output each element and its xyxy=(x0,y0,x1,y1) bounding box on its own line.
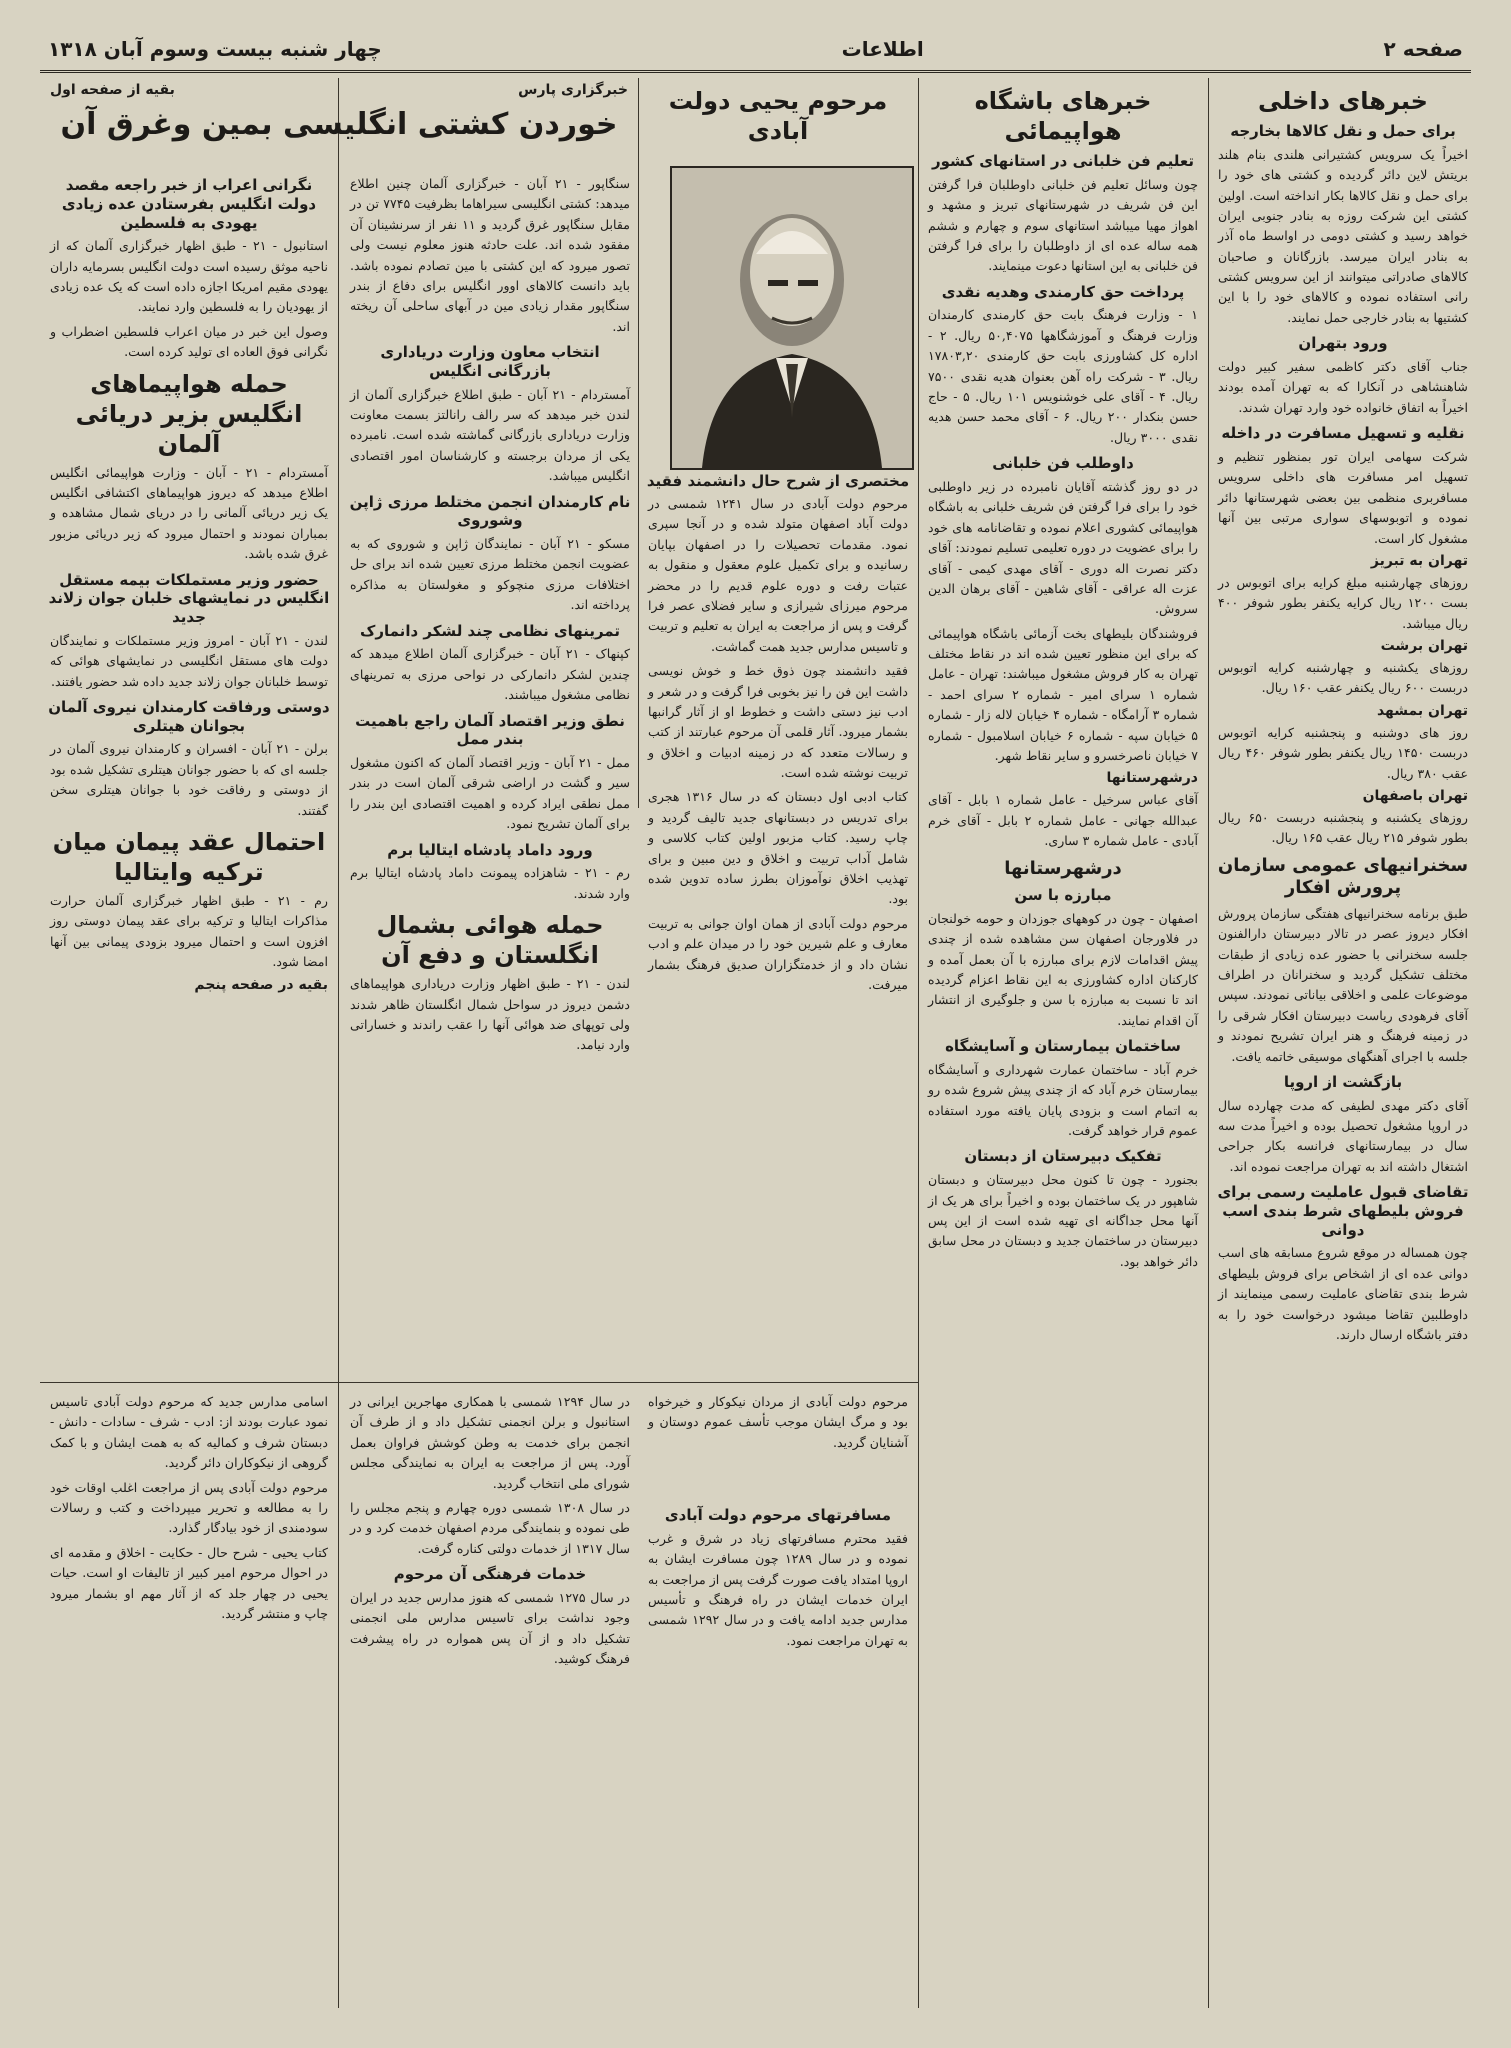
obituary-body-2: فقید دانشمند چون ذوق خط و خوش نویسی داشت این فن را نیز بخوبی فرا گرفت و در شعر و ادب نیز دستی داشت و خطوط او از آثار گرانبها بشمار میرود. آثار قلمی آن مرحوم عبارتند از کتب و رسالات متعدد که در زمینه ادبیات و اخلاق و تربیت نوشته شده است. xyxy=(648,663,908,781)
page-number: صفحه ۲ xyxy=(1383,37,1463,61)
route-tabriz-title: تهران به تبریز xyxy=(1370,552,1468,569)
colonial-minister-body: لندن - ۲۱ آبان - امروز وزیر مستملکات و نمایندگان دولت های مستقل انگلیسی در نمایشهای هوائی که توسط خلبانان جوان زلاند جدید داده شد حضور یافتند. xyxy=(50,632,328,689)
lectures-headline: سخنرانیهای عمومی سازمان پرورش افکار xyxy=(1217,854,1469,899)
column-rule-1 xyxy=(1208,78,1209,2008)
domestic-news-column xyxy=(1212,80,1474,2008)
travel-headline: نقلیه و تسهیل مسافرت در داخله xyxy=(1221,424,1465,443)
pest-control-body: اصفهان - چون در کوههای جوزدان و حومه خولنجان در فلاورجان اصفهان سن مشاهده شده از چندی پیش اقدامات لازم برای مبارزه با آن بعمل آمده و کارکنان اداره کشاورزی به این نقاط اعزام گردیده اند تا نسبت به مبارزه با سن و جلوگیری از انتشار آن اقدام نمایند. xyxy=(928,910,1198,1028)
colonial-minister-headline: حضور وزیر مستملکات بیمه مستقل انگلیس در نمایشهای خلبان جوان زلاند جدید xyxy=(48,570,330,627)
obituary-body-3: کتاب ادبی اول دبستان که در سال ۱۳۱۶ هجری برای تدریس در دبستانهای جدید تالیف گردید و چاپ رسید. کتاب مزبور اولین کتاب کلاسی و شامل آداب تربیت و اخلاق و دین مبین و برای تهذیب اخلاق نوآموزان بطرز ساده تدوین شده بود. xyxy=(648,789,908,907)
bottom-text-3: مرحوم دولت آبادی پس از مراجعت اغلب اوقات خود را به مطالعه و تحریر میپرداخت و کتب و رسالات سودمندی از خود بیادگار گذارد. xyxy=(50,1479,328,1536)
ship-sinking-headline: خوردن کشتی انگلیسی بمین وغرق آن xyxy=(60,107,618,142)
pact-body: رم - ۲۱ - طبق اظهار خبرگزاری آلمان حرارت مذاکرات ایتالیا و ترکیه برای عقد پیمان دوستی روز افزون است و احتمال میرود بزودی پیمانی بین آنها امضا شود. xyxy=(50,893,328,970)
airclub-news-column xyxy=(922,80,1204,2008)
bottom-column-b xyxy=(344,1388,636,2008)
italian-prince-headline: ورود داماد پادشاه ایتالیا برم xyxy=(387,840,593,859)
hospital-body: خرم آباد - ساختمان عمارت شهرداری و آسایشگاه بیمارستان خرم آباد که از چندی پیش شروع شده رو به اتمام است و بزودی پایان یافته مورد استفاده عموم قرار خواهد گرفت. xyxy=(928,1061,1198,1139)
bottom-text-8: مرحوم دولت آبادی از مردان نیکوکار و خیرخواه بود و مرگ ایشان موجب تأسف عموم دوستان و آشنایان گردید. xyxy=(648,1394,908,1450)
route-tabriz-body: روزهای چهارشنبه مبلغ کرایه برای اتوبوس در بست ۱۲۰۰ ریال کرایه یکنفر بطور شوفر ۴۰۰ ریال میباشد. xyxy=(1218,574,1468,631)
arab-concern-body-2: وصول این خبر در میان اعراب فلسطین اضطراب و نگرانی فوق العاده ای تولید کرده است. xyxy=(50,323,328,360)
route-isfahan-body: روزهای یکشنبه و پنجشنبه دربست ۶۵۰ ریال بطور شوفر ۲۱۵ ریال عقب ۱۶۵ ریال. xyxy=(1218,810,1468,846)
arrival-body: جناب آقای دکتر کاظمی سفیر کبیر دولت شاهنشاهی در آنکارا که به تهران آمده بودند اخیراً به اتفاق خانواده خود وارد تهران شدند. xyxy=(1218,359,1468,415)
continued-to-label: بقیه در صفحه پنجم xyxy=(194,976,328,993)
hitler-youth-body: برلن - ۲۱ آبان - افسران و کارمندان نیروی آلمان در جلسه ای که با حضور جوانان هیتلری تشکیل شده بود از دوستی و رفاقت خود با جوانان هیتلری سخن گفتند. xyxy=(50,741,329,818)
issue-date: چهار شنبه بیست وسوم آبان ۱۳۱۸ xyxy=(48,37,382,61)
bottom-text-2: در سال ۱۲۹۴ شمسی با همکاری مهاجرین ایرانی در استانبول و برلن انجمنی تشکیل داد و از طرف آن انجمن برای خدمت به وطن کوشش فراوان بعمل آورد. پس از مراجعت به ایران به نمایندگی مجلس شورای ملی انتخاب گردید. xyxy=(350,1394,630,1491)
route-mashhad-body: روز های دوشنبه و پنجشنبه کرایه اتوبوس دربست ۱۴۵۰ ریال یکنفر بطور شوفر ۴۶۰ ریال عقب ۳۸۰ ریال. xyxy=(1218,724,1468,781)
danish-exercises-headline: تمرینهای نظامی چند لشکر دانمارک xyxy=(360,621,620,640)
domestic-section-title: خبرهای داخلی xyxy=(1258,87,1428,115)
betting-headline: تقاضای قبول عاملیت رسمی برای فروش بلیطهای شرط بندی اسب دوانی xyxy=(1217,1183,1469,1239)
deputy-minister-headline: انتخاب معاون وزارت دریاداری بازرگانی انگلیس xyxy=(380,343,600,380)
pilot-training-headline: تعلیم فن خلبانی در استانهای کشور xyxy=(932,152,1194,170)
school-separation-body: بجنورد - چون تا کنون محل دبیرستان و دبستان شاهپور در یک ساختمان بوده و اخیراً برای هر یک از آنها محل جداگانه ای تهیه شده است از این پس دبیرستان در ساختمان جدید و دبستان در محل سابق دائر خواهد بود. xyxy=(928,1172,1198,1269)
route-rasht-title: تهران برشت xyxy=(1380,638,1468,655)
air-raid-headline: حمله هوائی بشمال انگلستان و دفع آن xyxy=(376,911,604,970)
return-headline: بازگشت از اروپا xyxy=(1283,1072,1403,1091)
provinces-body: آقای عباس سرخیل - عامل شماره ۱ بابل - آقای عبدالله جهانی - عامل شماره ۲ بابل - آقای خرم آبادی - عامل شماره ۳ ساری. xyxy=(928,792,1198,849)
airclub-section-title: خبرهای باشگاه هواپیمائی xyxy=(974,87,1152,145)
news-agency-label: خبرگزاری پارس xyxy=(518,82,628,98)
danish-exercises-body: کپنهاک - ۲۱ آبان - خبرگزاری آلمان اطلاع میدهد که چندین لشکر دانمارکی در نواحی مرزی به تمرینهای نظامی مشغول میباشند. xyxy=(350,646,630,703)
border-commission-body: مسکو - ۲۱ آبان - نمایندگان ژاپن و شوروی که به عضویت انجمن مختلط مرزی تعیین شده اند برای حل اختلافات مرزی منچوکو و مغولستان به مذاکره پرداخته اند. xyxy=(350,536,631,613)
uboat-attack-body: آمستردام - ۲۱ - آبان - وزارت هواپیمائی انگلیس اطلاع میدهد که دیروز هواپیماهای اکتشافی انگلیس یک زیر دریائی آلمانی را در دریای شمال مشاهده و بمباران نمودند و احتمال میرود که زیر دریائی مزبور غرق شده باشد. xyxy=(50,464,328,562)
bottom-text-6: در سال ۱۲۷۵ شمسی که هنوز مدارس جدید در ایران وجود نداشت برای تاسیس مدارس ملی انجمنی تشکیل داد و از آن پس همواره در راه پیشرفت فرهنگ کوشید. xyxy=(350,1589,630,1667)
membership-fees-headline: پرداخت حق کارمندی وهدیه نقدی xyxy=(941,282,1185,301)
travel-body: شرکت سهامی ایران تور بمنظور تنظیم و تسهیل امر مسافرت های داخلی سرویس مسافربری منظمی بین بعضی شهرستانها دائر نموده و اتوبوسهای سواری مرتبی بین آنها مشغول کار است. xyxy=(1218,448,1468,546)
obituary-body-1: مرحوم دولت آبادی در سال ۱۲۴۱ شمسی در دولت آباد اصفهان متولد شده و در آنجا سپری نمود. مقدمات تحصیلات را در اصفهان بپایان رسانیده و برای تکمیل علوم معقول و منقول به عتبات رفت و دوره علوم قدیم را در محضر مرحوم میرزای شیرازی و سایر فضلای عصر فرا گرفت و پس از مراجعت به ایران به تعلیم و تربیت و تاسیس مدارس جدید همت گماشت. xyxy=(648,496,908,654)
portrait-image xyxy=(672,168,912,468)
column-rule-3 xyxy=(638,78,639,808)
continued-from-label: بقیه از صفحه اول xyxy=(50,82,175,98)
memel-speech-headline: نطق وزیر اقتصاد آلمان راجع باهمیت بندر ممل xyxy=(355,711,625,749)
bottom-text-1: اسامی مدارس جدید که مرحوم دولت آبادی تاسیس نمود عبارت بودند از: ادب - شرف - سادات - دانش - دبستان شرف و کمالیه که به همت ایشان و با کمک گروهی از نیکوکاران دائر گردید. xyxy=(50,1394,328,1471)
arab-concern-body: استانبول - ۲۱ - طبق اظهار خبرگزاری آلمان که از ناحیه موثق رسیده است دولت انگلیس بسرمایه داران یهودی مقیم امریکا اجازه داده است که یک عده زیادی از یهودیان را به فلسطین وارد نمایند. xyxy=(50,238,328,315)
pilot-volunteers-body: در دو روز گذشته آقایان نامبرده در زیر داوطلبی خود را برای فرا گرفتن فن شریف خلبانی به باشگاه هواپیمائی کشوری اعلام نموده و تقاضانامه های خود را برای عضویت در دوره تعلیمی تسلیم نمودند: آقای دکتر نصرت اله دوری - آقای مهدی کیمی - آقای عزت اله عراقی - آقای شاهین - آقای برهان الدین سروش. xyxy=(928,478,1198,617)
route-rasht-body: روزهای یکشنبه و چهارشنبه کرایه اتوبوس دربست ۶۰۰ ریال یکنفر عقب ۱۶۰ ریال. xyxy=(1218,660,1468,696)
bottom-column-a xyxy=(642,1388,914,1498)
shipping-headline: برای حمل و نقل کالاها بخارجه xyxy=(1230,122,1456,140)
travels-headline: مسافرتهای مرحوم دولت آبادی xyxy=(664,1506,892,1524)
shipping-body: اخیراً یک سرویس کشتیرانی هلندی بنام هلند بریتش لاین دائر گردیده و کشتی های خود را برای حمل و نقل کالاها بکار انداخته است. اولین کشتی این شرکت روزه به بنادر جنوبی ایران خواهد رسید و کشتی دومی در اواسط ماه آذر به بنادر ایران میرسد. بازرگانان و صاحبان کالاهای صادراتی میتوانند از این سرویس کشتی رانی استفاده نموده و کالاهای خود را با این کشتیها به بنادر خارجی حمل نمایند. xyxy=(1218,146,1468,325)
hospital-headline: ساختمان بیمارستان و آسایشگاه xyxy=(945,1037,1181,1056)
cultural-services-headline: خدمات فرهنگی آن مرحوم xyxy=(393,1565,587,1584)
air-raid-body: لندن - ۲۱ - طبق اظهار وزارت دریاداری هواپیماهای دشمن دیروز در سواحل شمال انگلستان ظاهر شدند ولی توپهای ضد هوائی آنها را عقب راندند و خساراتی وارد نیامد. xyxy=(350,976,630,1053)
arab-concern-headline: نگرانی اعراب از خبر راجعه مقصد دولت انگلیس بفرستادن عده زیادی یهودی به فلسطین xyxy=(61,176,317,232)
membership-fees-body: ۱ - وزارت فرهنگ بابت حق کارمندی کارمندان وزارت فرهنگ و آموزشگاهها ۵۰,۴۰۷۵ ریال. ۲ - اداره کل کشاورزی بابت حق کارمندی ۱۷۸۰۳,۲۰ ریال. ۳ - شرکت راه آهن بعنوان هدیه نقدی ۷۵۰۰ ریال. ۴ - آقای علی خوشنویس ۱۰۱ ریال. ۵ - حاج حسن بنکدار ۲۰۰ ریال. ۶ - آقای محمد حسن هدیه نقدی ۳۰۰۰ ریال. xyxy=(928,307,1198,445)
bottom-text-7: کتاب یحیی - شرح حال - حکایت - اخلاق و مقدمه ای در احوال مرحوم امیر کبیر از تالیفات او است. حیات یحیی در چهار جلد که از آثار مهم او بشمار میرود چاپ و منتشر گردید. xyxy=(50,1544,328,1621)
ship-sinking-body: سنگاپور - ۲۱ آبان - خبرگزاری آلمان چنین اطلاع میدهد: کشتی انگلیسی سیراهاما بظرفیت ۷۷۴۵ تن در مقابل سنگاپور غرق گردید و ۱۱ نفر از سرنشینان آن مفقود شده اند. علت حادثه هنوز معلوم نیست ولی تصور میرود که این کشتی با مین تصادم نموده باشد. باید دانست کالاهای اوور انگلیس برای دفاع از بندر سنگاپور مقدار زیادی مین در آبهای ساحلی آن ریخته اند. xyxy=(350,176,631,334)
paper-name: اطلاعات xyxy=(841,37,924,61)
italian-prince-body: رم - ۲۱ - شاهزاده پیمونت داماد پادشاه ایتالیا برم وارد شدند. xyxy=(350,865,630,901)
pilot-volunteers-headline: داوطلب فن خلبانی xyxy=(992,454,1134,473)
in-provinces-headline: درشهرستانها xyxy=(1004,857,1122,879)
obituary-caption: مختصری از شرح حال دانشمند فقید xyxy=(646,472,910,490)
obituary-title: مرحوم یحیی دولت آبادی xyxy=(668,87,888,145)
foreign-news-header xyxy=(44,80,634,100)
school-separation-headline: تفکیک دبیرستان از دبستان xyxy=(964,1147,1162,1166)
pact-headline: احتمال عقد پیمان میان ترکیه وایتالیا xyxy=(52,828,326,887)
border-commission-headline: نام کارمندان انجمن مختلط مرزی ژاپن وشوروی xyxy=(349,492,631,530)
bottom-column-c xyxy=(44,1388,334,2008)
travels-body: فقید محترم مسافرتهای زیاد در شرق و غرب نموده و در سال ۱۲۸۹ چون مسافرت ایشان به اروپا امتداد یافت صورت گرفت پس از مراجعت به ایران خدمات ایشان در راه فرهنگ و تأسیس مدارس جدید ادامه یافت و در سال ۱۲۹۲ شمسی به تهران مراجعت نمود. xyxy=(648,1530,909,1648)
obituary-body-4: مرحوم دولت آبادی از همان اوان جوانی به تربیت معارف و علم شیرین خود را در میدان علم و ادب نشان داد و از خدمتگزاران صدیق فرهنگ بشمار میرفت. xyxy=(648,915,908,992)
arrival-headline: ورود بتهران xyxy=(1298,334,1388,353)
column-rule-2 xyxy=(918,78,919,2008)
hitler-youth-headline: دوستی ورفاقت کارمندان نیروی آلمان بجوانان هیتلری xyxy=(48,697,330,735)
lectures-body: طبق برنامه سخنرانیهای هفتگی سازمان پرورش افکار دیروز عصر در تالار دبیرستان دارالفنون جلسه سخنرانی با حضور عده زیادی از طبقات مختلف تشکیل گردید و سخنرانان در اطراف موضوعات علمی و اخلاقی بیاناتی نمودند. سپس آقای فرهودی ریاست دبیرستان افکار شرقی را در زمینه فرهنگ و هنر ایران تشریح نمودند و جلسه با اجرای آهنگهای موسیقی خاتمه یافت. xyxy=(1218,905,1468,1064)
lottery-sellers-body: فروشندگان بلیطهای بخت آزمائی باشگاه هواپیمائی که برای این منظور تعیین شده اند در نقاط مختلف تهران به کار فروش مشغول میباشند: تهران - عامل شماره ۱ سرای امیر - شماره ۲ سرای احمد - شماره ۳ آرامگاه - شماره ۴ خیابان لاله زار - شماره ۵ خیابان سپه - شماره ۶ خیابان اسلامبول - شماره ۷ خیابان ناصرخسرو و سایر نقاط شهر. xyxy=(928,625,1198,764)
pilot-training-body: چون وسائل تعلیم فن خلبانی داوطلبان فرا گرفتن این فن شریف در شهرستانهای تبریز و مشهد و اهواز مهیا میباشد استانهای سوم و چهارم و ششم همه ساله عده ای از داوطلبان را برای فرا گرفتن فن خلبانی به این استانها دعوت مینمایند. xyxy=(928,176,1198,274)
return-body: آقای دکتر مهدی لطیفی که مدت چهارده سال در اروپا مشغول تحصیل بوده و اخیراً مدت سه سال در بیمارستانهای فرانسه بکار جراحی اشتغال داشته اند به تهران مراجعت نموده اند. xyxy=(1218,1097,1468,1174)
portrait-photo xyxy=(670,166,914,470)
obituary-travels xyxy=(642,1500,914,2010)
foreign-news-column-a xyxy=(344,170,636,1378)
provinces-subhead: درشهرستانها xyxy=(1106,770,1198,787)
uboat-attack-headline: حمله هواپیماهای انگلیس بزیر دریائی آلمان xyxy=(75,369,303,458)
pest-control-headline: مبارزه با سن xyxy=(1014,886,1112,905)
foreign-news-column-b xyxy=(44,170,334,1378)
bottom-text-4: در سال ۱۳۰۸ شمسی دوره چهارم و پنجم مجلس را طی نموده و بنمایندگی مردم اصفهان خدمت کرد و در سال ۱۳۱۷ از خدمات دولتی کناره گرفت. xyxy=(350,1499,630,1556)
route-mashhad-title: تهران بمشهد xyxy=(1376,702,1468,719)
route-isfahan-title: تهران باصفهان xyxy=(1362,788,1468,805)
memel-speech-body: ممل - ۲۱ آبان - وزیر اقتصاد آلمان که اکنون مشغول سیر و گشت در اراضی شرقی آلمان است در بندر ممل نطقی ایراد کرده و اهمیت اقتصادی این بندر را برای آلمان تشریح نمود. xyxy=(350,755,630,832)
masthead xyxy=(40,28,1471,73)
deputy-minister-body: آمستردام - ۲۱ آبان - طبق اطلاع خبرگزاری آلمان از لندن خبر میدهد که سر رالف رانالتز بسمت معاونت وزارت دریاداری بازرگانی گماشته شده است. نامبرده یکی از مردان برجسته و کارشناسان امور اقتصادی انگلیس میباشد. xyxy=(350,386,630,484)
betting-body: چون همساله در موقع شروع مسابقه های اسب دوانی عده ای از اشخاص برای فروش بلیطهای شرط بندی تقاضای عاملیت رسمی مینمایند از داوطلبین تقاضا میشود درخواست خود را به دفتر باشگاه ارسال دارند. xyxy=(1218,1245,1468,1343)
